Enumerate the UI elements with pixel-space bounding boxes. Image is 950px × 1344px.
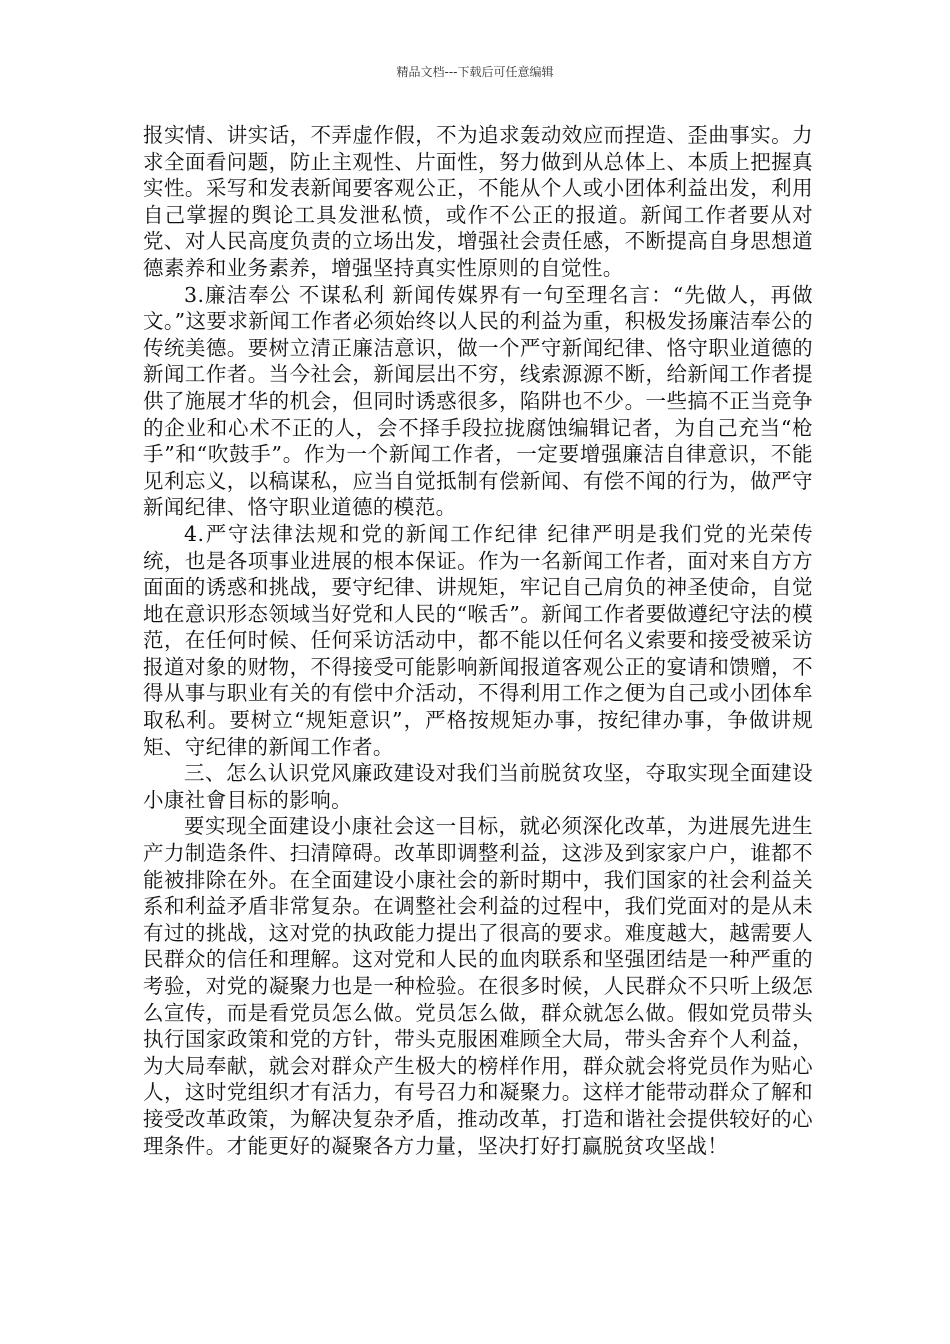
document-body — [143, 122, 813, 1159]
paragraph-heading-3: 三、怎么认识党风廉政建设对我们当前脱贫攻坚，夺取实现全面建设小康社會目标的影响。 — [143, 761, 813, 812]
page-header: 精品文档---下载后可任意编辑 — [396, 65, 554, 79]
paragraph-section-3: 3.廉洁奉公 不谋私利 新闻传媒界有一句至理名言：“先做人，再做文。”这要求新闻工作者必须始终以人民的利益为重，积极发扬廉洁奉公的传统美德。要树立清正廉洁意识，做一个严守新闻纪律、恪守职业道德的新闻工作者。当今社会，新闻层出不穷，线索源源不断，给新闻工作者提供了施展才华的机会，但同时诱惑很多，陷阱也不少。一些搞不正当竞争的企业和心术不正的人，会不择手段拉拢腐蚀编辑记者，为自己充当“枪手”和“吹鼓手”。作为一个新闻工作者，一定要增强廉洁自律意识，不能见利忘义，以稿谋私，应当自觉抵制有偿新闻、有偿不闻的行为，做严守新闻纪律、恪守职业道德的模范。 — [143, 282, 813, 520]
paragraph-section-4: 4.严守法律法规和党的新闻工作纪律 纪律严明是我们党的光荣传统，也是各项事业进展的根本保证。作为一名新闻工作者，面对来自方方面面的诱惑和挑战，要守纪律、讲规矩，牢记自己肩负的神圣使命，自觉地在意识形态领域当好党和人民的“喉舌”。新闻工作者要做遵纪守法的模范，在任何时候、任何采访活动中，都不能以任何名义索要和接受被采访报道对象的财物，不得接受可能影响新闻报道客观公正的宴请和馈赠，不得从事与职业有关的有偿中介活动，不得利用工作之便为自己或小团体牟取私利。要树立“规矩意识”，严格按规矩办事，按纪律办事，争做讲规矩、守纪律的新闻工作者。 — [143, 521, 813, 759]
paragraph-continuation: 报实情、讲实话，不弄虚作假，不为追求轰动效应而捏造、歪曲事实。力求全面看问题，防止主观性、片面性，努力做到从总体上、本质上把握真实性。采写和发表新闻要客观公正，不能从个人或小团体利益出发，利用自己掌握的舆论工具发泄私愤，或作不公正的报道。新闻工作者要从对党、对人民高度负责的立场出发，增强社会责任感，不断提高自身思想道德素养和业务素养，增强坚持真实性原则的自觉性。 — [143, 123, 813, 280]
paragraph-closing: 要实现全面建设小康社会这一目标，就必须深化改革，为进展先进生产力制造条件、扫清障碍。改革即调整利益，这涉及到家家户户，谁都不能被排除在外。在全面建设小康社会的新时期中，我们国家的社会利益关系和利益矛盾非常复杂。在调整社会利益的过程中，我们党面对的是从未有过的挑战，这对党的执政能力提出了很高的要求。难度越大，越需要人民群众的信任和理解。这对党和人民的血肉联系和坚强团结是一种严重的考验，对党的凝聚力也是一种检验。在很多时候，人民群众不只听上级怎么宣传，而是看党员怎么做。党员怎么做，群众就怎么做。假如党员带头执行国家政策和党的方针，带头克服困难顾全大局，带头舍弃个人利益，为大局奉献，就会对群众产生极大的榜样作用，群众就会将党员作为贴心人，这时党组织才有活力，有号召力和凝聚力。这样才能带动群众了解和接受改革政策，为解决复杂矛盾，推动改革，打造和谐社会提供较好的心理条件。才能更好的凝聚各方力量，坚决打好打赢脱贫攻坚战！ — [143, 814, 813, 1158]
